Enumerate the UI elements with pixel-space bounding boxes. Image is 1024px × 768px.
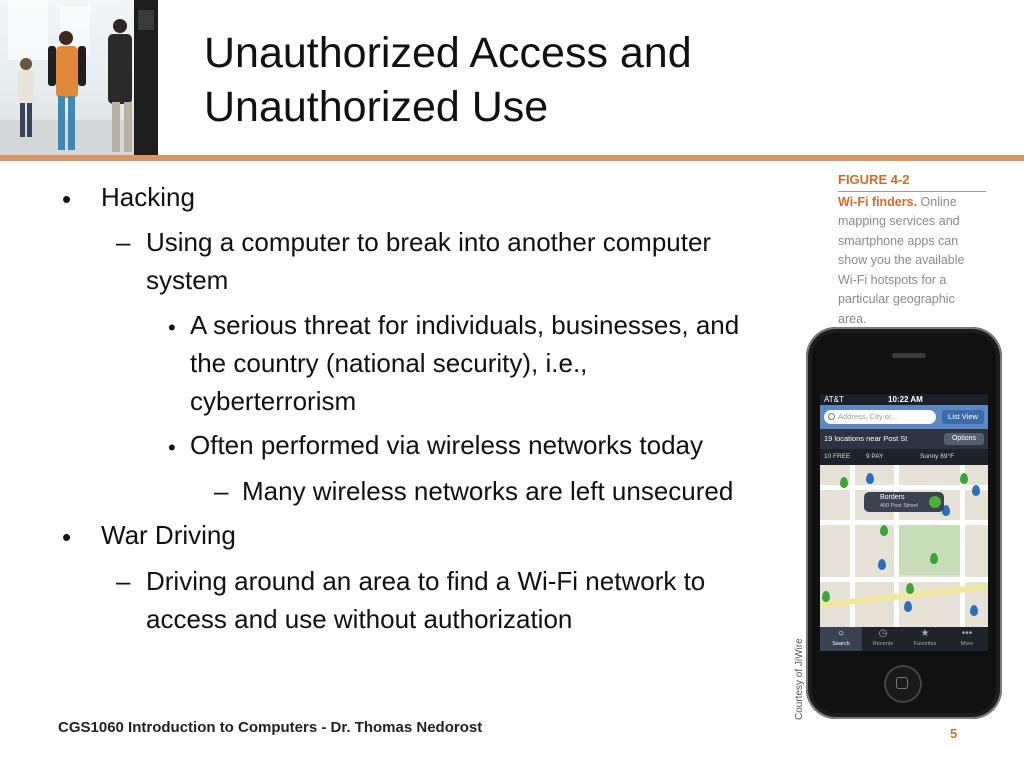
map-pin — [904, 601, 912, 612]
carrier-label: AT&T — [824, 395, 844, 404]
slide-footer: CGS1060 Introduction to Computers - Dr. Thomas Nedorost — [58, 719, 483, 736]
map-pin — [970, 605, 978, 616]
map-pin — [930, 553, 938, 564]
map-park — [898, 525, 960, 575]
callout-arrow-icon — [929, 496, 941, 508]
bullet-marker: • — [168, 435, 176, 460]
tab-search — [820, 627, 862, 651]
tab-label: More — [960, 641, 974, 647]
bullet-item: cyberterrorism — [190, 386, 357, 416]
map-pin — [822, 591, 830, 602]
options-button: Options — [944, 433, 984, 445]
tab-recents — [862, 627, 904, 651]
tab-favorites — [904, 627, 946, 651]
callout-subtitle: 400 Post Street — [880, 503, 918, 509]
dash-marker: – — [214, 476, 229, 506]
bullet-marker: • — [62, 522, 72, 552]
status-bar — [820, 394, 988, 405]
clock-icon: ◷ — [878, 628, 888, 639]
figure-caption-line: Wi-Fi hotspots for a — [838, 272, 947, 287]
pay-filter: 9 PAY — [866, 453, 884, 460]
phone-screen — [820, 394, 988, 651]
dash-marker: – — [116, 227, 131, 257]
clock-label: 10:22 AM — [888, 395, 923, 404]
bullet-item: Driving around an area to find a Wi-Fi network to — [146, 566, 706, 596]
bullet-item: Using a computer to break into another computer — [146, 227, 712, 257]
image-credit-text: Courtesy of JiWire — [794, 638, 805, 720]
page-number: 5 — [950, 726, 958, 741]
callout-title: Borders — [880, 494, 905, 501]
figure-caption-line: particular geographic — [838, 292, 955, 306]
bullet-marker: • — [62, 184, 72, 214]
app-tab-bar — [820, 627, 988, 651]
dash-marker: – — [116, 566, 131, 596]
bullet-marker: • — [168, 315, 176, 340]
map-callout — [864, 492, 944, 512]
tab-label: Search — [832, 641, 850, 647]
figure-caption-first-line — [838, 193, 986, 213]
home-button-icon — [884, 665, 922, 703]
figure-label: FIGURE 4-2 — [838, 170, 986, 192]
weather-label: Sunny 69°F — [920, 453, 955, 460]
hotspot-map — [820, 465, 988, 627]
search-icon — [828, 413, 835, 420]
header-photo — [0, 0, 158, 156]
map-pin — [840, 477, 848, 488]
list-view-button: List View — [942, 410, 984, 424]
figure-caption-line: area. — [838, 311, 867, 326]
locations-count: 19 locations near Post St — [824, 434, 908, 443]
bullet-item: system — [146, 265, 229, 295]
figure-lead-rest: Online — [917, 194, 957, 209]
address-search-input — [824, 410, 936, 424]
figure-caption-line: smartphone apps can — [838, 233, 959, 248]
search-icon: ○ — [837, 628, 845, 639]
locations-bar — [820, 429, 988, 449]
title-divider — [0, 155, 1024, 161]
bullet-item: Hacking — [101, 182, 195, 212]
map-pin — [906, 583, 914, 594]
more-icon: ••• — [961, 628, 973, 639]
figure-lead: Wi-Fi finders. — [838, 194, 918, 209]
filter-bar — [820, 449, 988, 465]
slide-title-line-1: Unauthorized Access and — [204, 29, 692, 77]
figure-caption-line: show you the available — [838, 253, 965, 267]
bullet-item: the country (national security), i.e., — [190, 348, 588, 378]
map-pin — [880, 525, 888, 536]
figure-caption — [838, 170, 986, 329]
map-pin — [960, 473, 968, 484]
tab-label: Favorites — [913, 641, 937, 647]
bullet-item: A serious threat for individuals, businesses, and — [190, 310, 740, 340]
slide-title-line-2: Unauthorized Use — [204, 83, 549, 131]
bullet-item: Often performed via wireless networks today — [190, 430, 703, 460]
tab-more — [946, 627, 988, 651]
map-road — [894, 465, 899, 627]
bullet-item: access and use without authorization — [146, 604, 573, 634]
slide-title — [204, 26, 804, 134]
star-icon: ★ — [920, 628, 930, 639]
image-credit — [780, 638, 805, 720]
bullet-item: Many wireless networks are left unsecured — [242, 476, 734, 506]
map-road — [960, 465, 965, 627]
app-search-bar — [820, 405, 988, 429]
tab-label: Recents — [872, 641, 894, 647]
map-pin — [878, 559, 886, 570]
map-pin — [866, 473, 874, 484]
bullet-item: War Driving — [101, 520, 236, 550]
search-placeholder: Address, City or... — [838, 412, 898, 421]
map-pin — [972, 485, 980, 496]
smartphone-image — [806, 327, 1002, 719]
free-filter: 10 FREE — [824, 453, 851, 460]
phone-speaker — [892, 353, 926, 358]
figure-caption-line: mapping services and — [838, 214, 960, 228]
